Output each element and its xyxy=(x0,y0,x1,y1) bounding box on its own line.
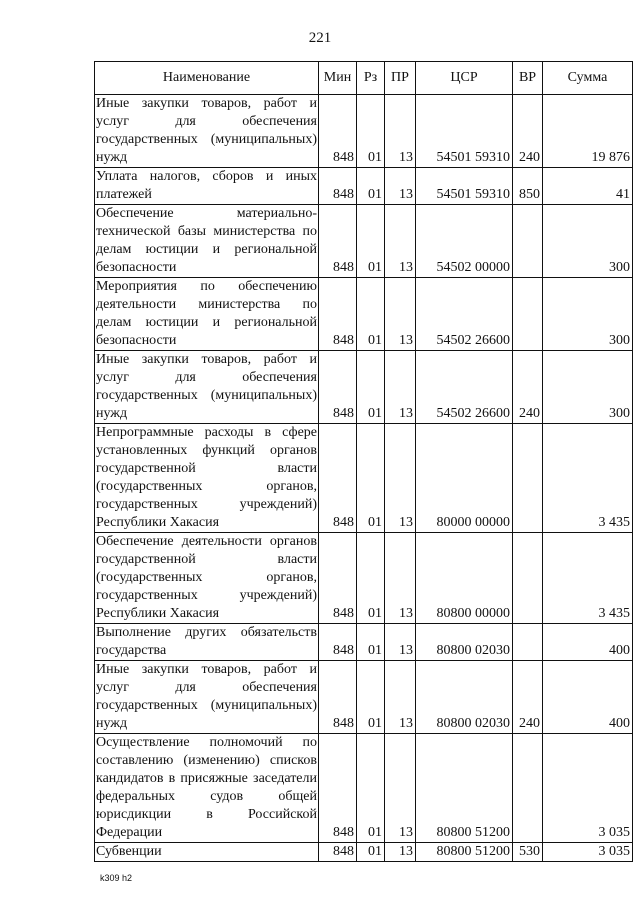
cell-vr: 240 xyxy=(513,661,543,734)
cell-name: Иные закупки товаров, работ и услуг для обеспечения государственных (муниципальных) нужд xyxy=(95,95,319,168)
cell-sum: 400 xyxy=(543,661,633,734)
cell-pr: 13 xyxy=(385,843,416,862)
cell-name: Мероприятия по обеспечению деятельности министерства по делам юстиции и региональной безопасности xyxy=(95,278,319,351)
cell-name: Осуществление полномочий по составлению (изменению) списков кандидатов в присяжные заседатели федеральных судов общей юрисдикции в Российской Федерации xyxy=(95,734,319,843)
cell-name: Иные закупки товаров, работ и услуг для обеспечения государственных (муниципальных) нужд xyxy=(95,661,319,734)
budget-table xyxy=(94,61,633,862)
cell-pr: 13 xyxy=(385,661,416,734)
cell-sum: 300 xyxy=(543,351,633,424)
cell-pr: 13 xyxy=(385,95,416,168)
cell-pr: 13 xyxy=(385,278,416,351)
cell-rz: 01 xyxy=(357,168,385,205)
cell-name: Субвенции xyxy=(95,843,319,862)
cell-name: Уплата налогов, сборов и иных платежей xyxy=(95,168,319,205)
cell-csr: 54501 59310 xyxy=(416,95,513,168)
cell-name: Выполнение других обязательств государства xyxy=(95,624,319,661)
cell-sum: 3 035 xyxy=(543,843,633,862)
cell-pr: 13 xyxy=(385,168,416,205)
cell-csr: 80000 00000 xyxy=(416,424,513,533)
cell-rz: 01 xyxy=(357,533,385,624)
table-row xyxy=(95,533,633,624)
cell-csr: 54502 26600 xyxy=(416,278,513,351)
cell-vr xyxy=(513,533,543,624)
page-number: 221 xyxy=(308,30,332,46)
header-sum: Сумма xyxy=(543,62,633,95)
cell-min: 848 xyxy=(319,95,357,168)
header-min: Мин xyxy=(319,62,357,95)
cell-rz: 01 xyxy=(357,424,385,533)
cell-rz: 01 xyxy=(357,205,385,278)
cell-rz: 01 xyxy=(357,843,385,862)
footer-code: k309 h2 xyxy=(100,873,133,883)
cell-rz: 01 xyxy=(357,95,385,168)
cell-csr: 54502 26600 xyxy=(416,351,513,424)
cell-sum: 300 xyxy=(543,278,633,351)
table-row xyxy=(95,205,633,278)
header-rz: Рз xyxy=(357,62,385,95)
cell-vr xyxy=(513,205,543,278)
cell-csr: 80800 02030 xyxy=(416,661,513,734)
table-row xyxy=(95,843,633,862)
cell-pr: 13 xyxy=(385,351,416,424)
table-row xyxy=(95,624,633,661)
cell-sum: 3 035 xyxy=(543,734,633,843)
table-row xyxy=(95,661,633,734)
cell-vr: 850 xyxy=(513,168,543,205)
cell-min: 848 xyxy=(319,533,357,624)
cell-min: 848 xyxy=(319,734,357,843)
cell-sum: 3 435 xyxy=(543,424,633,533)
cell-csr: 80800 02030 xyxy=(416,624,513,661)
cell-min: 848 xyxy=(319,278,357,351)
header-csr: ЦСР xyxy=(416,62,513,95)
cell-csr: 80800 00000 xyxy=(416,533,513,624)
header-name: Наименование xyxy=(95,62,319,95)
cell-pr: 13 xyxy=(385,533,416,624)
header-vr: ВР xyxy=(513,62,543,95)
cell-sum: 3 435 xyxy=(543,533,633,624)
cell-min: 848 xyxy=(319,351,357,424)
cell-sum: 41 xyxy=(543,168,633,205)
cell-vr xyxy=(513,624,543,661)
cell-min: 848 xyxy=(319,205,357,278)
table-row xyxy=(95,278,633,351)
cell-rz: 01 xyxy=(357,278,385,351)
table-row xyxy=(95,351,633,424)
cell-rz: 01 xyxy=(357,734,385,843)
table-body xyxy=(95,95,633,862)
cell-pr: 13 xyxy=(385,734,416,843)
cell-rz: 01 xyxy=(357,661,385,734)
table-row xyxy=(95,424,633,533)
header-pr: ПР xyxy=(385,62,416,95)
cell-vr: 240 xyxy=(513,95,543,168)
table-row xyxy=(95,95,633,168)
cell-rz: 01 xyxy=(357,351,385,424)
cell-pr: 13 xyxy=(385,424,416,533)
cell-csr: 80800 51200 xyxy=(416,734,513,843)
cell-name: Обеспечение деятельности органов государственной власти (государственных органов, государственных учреждений) Республики Хакасия xyxy=(95,533,319,624)
cell-min: 848 xyxy=(319,843,357,862)
cell-vr: 530 xyxy=(513,843,543,862)
cell-pr: 13 xyxy=(385,205,416,278)
cell-csr: 80800 51200 xyxy=(416,843,513,862)
cell-vr xyxy=(513,734,543,843)
cell-sum: 400 xyxy=(543,624,633,661)
cell-name: Непрограммные расходы в сфере установленных функций органов государственной власти (государственных органов, государственных учреждений) Республики Хакасия xyxy=(95,424,319,533)
cell-name: Иные закупки товаров, работ и услуг для обеспечения государственных (муниципальных) нужд xyxy=(95,351,319,424)
cell-csr: 54501 59310 xyxy=(416,168,513,205)
cell-sum: 19 876 xyxy=(543,95,633,168)
cell-vr xyxy=(513,278,543,351)
cell-name: Обеспечение материально-технической базы министерства по делам юстиции и региональной безопасности xyxy=(95,205,319,278)
table-row xyxy=(95,734,633,843)
table-header-row xyxy=(95,62,633,95)
cell-pr: 13 xyxy=(385,624,416,661)
cell-min: 848 xyxy=(319,424,357,533)
cell-sum: 300 xyxy=(543,205,633,278)
cell-min: 848 xyxy=(319,624,357,661)
cell-vr: 240 xyxy=(513,351,543,424)
cell-min: 848 xyxy=(319,168,357,205)
cell-vr xyxy=(513,424,543,533)
cell-rz: 01 xyxy=(357,624,385,661)
cell-csr: 54502 00000 xyxy=(416,205,513,278)
table-row xyxy=(95,168,633,205)
cell-min: 848 xyxy=(319,661,357,734)
